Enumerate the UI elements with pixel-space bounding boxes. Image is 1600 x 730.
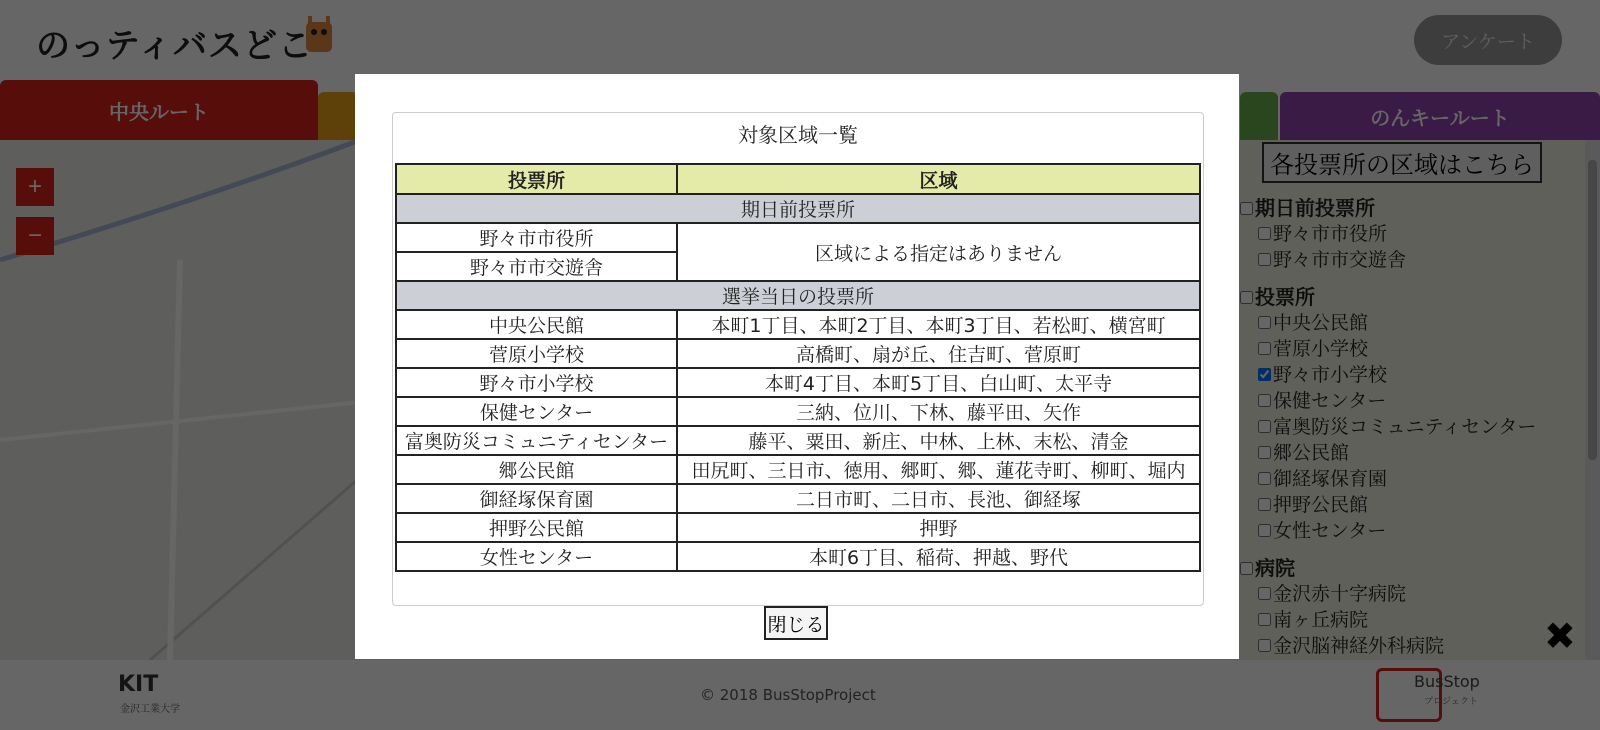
station-cell: 野々市市役所 [396,223,677,252]
table-row [396,223,1200,252]
section-election-day: 選挙当日の投票所 [396,281,1200,310]
table-row [396,513,1200,542]
area-cell: 本町1丁目、本町2丁目、本町3丁目、若松町、横宮町 [677,310,1200,339]
station-cell: 野々市小学校 [396,368,677,397]
station-cell: 女性センター [396,542,677,571]
station-cell: 中央公民館 [396,310,677,339]
section-early-voting: 期日前投票所 [396,194,1200,223]
station-cell: 菅原小学校 [396,339,677,368]
table-row [396,397,1200,426]
table-row [396,455,1200,484]
station-cell: 保健センター [396,397,677,426]
modal-close-button[interactable]: 閉じる [764,606,828,640]
table-row [396,368,1200,397]
area-cell: 藤平、粟田、新庄、中林、上林、末松、清金 [677,426,1200,455]
table-row [396,484,1200,513]
table-row [396,542,1200,571]
station-cell: 押野公民館 [396,513,677,542]
area-cell: 三納、位川、下林、藤平田、矢作 [677,397,1200,426]
area-cell: 本町4丁目、本町5丁目、白山町、太平寺 [677,368,1200,397]
station-cell: 野々市市交遊舎 [396,252,677,281]
table-row [396,310,1200,339]
area-table [395,163,1201,572]
column-header-station: 投票所 [396,164,677,194]
area-cell: 本町6丁目、稲荷、押越、野代 [677,542,1200,571]
modal-content-frame [392,112,1204,606]
area-cell: 押野 [677,513,1200,542]
section-row [396,194,1200,223]
table-row [396,426,1200,455]
section-row [396,281,1200,310]
column-header-area: 区域 [677,164,1200,194]
area-cell: 田尻町、三日市、徳用、郷町、郷、蓮花寺町、柳町、堀内 [677,455,1200,484]
table-header-row [396,164,1200,194]
area-cell: 高橋町、扇が丘、住吉町、菅原町 [677,339,1200,368]
area-cell: 区域による指定はありません [677,223,1200,281]
table-row [396,339,1200,368]
area-list-modal [355,74,1239,659]
area-cell: 二日市町、二日市、長池、御経塚 [677,484,1200,513]
station-cell: 御経塚保育園 [396,484,677,513]
station-cell: 富奥防災コミュニティセンター [396,426,677,455]
station-cell: 郷公民館 [396,455,677,484]
modal-title: 対象区域一覧 [738,123,858,147]
